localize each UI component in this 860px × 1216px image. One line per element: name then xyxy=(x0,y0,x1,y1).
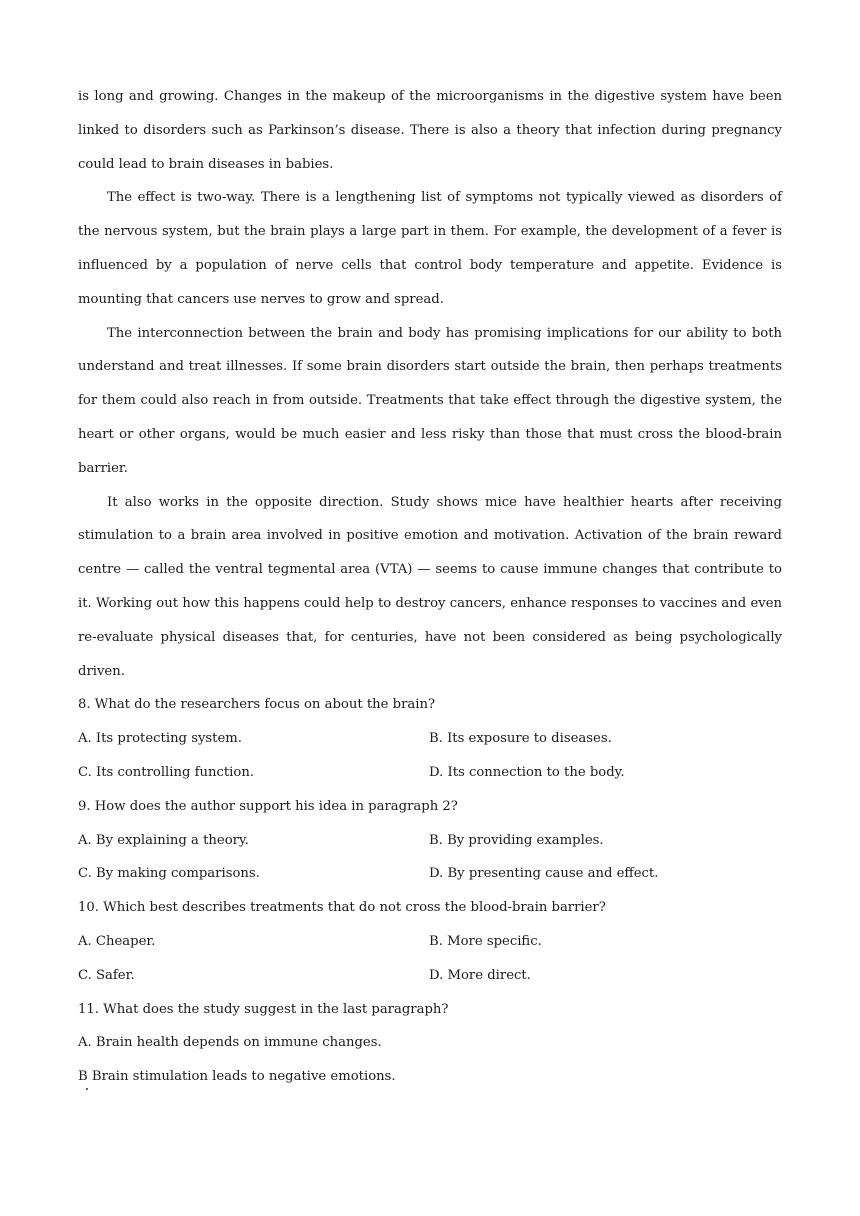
question-8-options-row-1 xyxy=(78,722,782,756)
question-9-stem: 9. How does the author support his idea in paragraph 2? xyxy=(78,798,458,814)
question-10-option-c: C. Safer. xyxy=(78,967,135,983)
passage-paragraph-3: The interconnection between the brain and body has promising implications for our ability to both understand and treat illnesses. If some brain disorders start outside the brain, then perhaps treatments for them could also reach in from outside. Treatments that take effect through the digestive system, the heart or other organs, would be much easier and less risky than those that must cross the blood-brain barrier. xyxy=(78,325,782,476)
question-8-options-row-2 xyxy=(78,756,782,790)
passage-paragraph-1: is long and growing. Changes in the makeup of the microorganisms in the digestive system have been linked to disorders such as Parkinson’s disease. There is also a theory that infection during pregnancy could lead to brain diseases in babies. xyxy=(78,89,782,172)
question-10 xyxy=(78,891,782,992)
question-10-options-row-1 xyxy=(78,925,782,959)
question-9-option-a: A. By explaining a theory. xyxy=(78,832,249,848)
question-9-option-c: C. By making comparisons. xyxy=(78,866,260,882)
question-11-option-a: A. Brain health depends on immune changes. xyxy=(78,1035,382,1051)
question-9-options-row-2 xyxy=(78,857,782,891)
question-10-option-b: B. More specific. xyxy=(429,933,542,949)
passage-paragraph-2: The effect is two-way. There is a lengthening list of symptoms not typically viewed as disorders of the nervous system, but the brain plays a large part in them. For example, the development of a fever is influenced by a population of nerve cells that control body temperature and appetite. Evidence is mounting that cancers use nerves to grow and spread. xyxy=(78,190,782,307)
question-10-option-a: A. Cheaper. xyxy=(78,933,156,949)
question-10-option-d: D. More direct. xyxy=(429,967,531,983)
question-11-stem: 11. What does the study suggest in the last paragraph? xyxy=(78,1001,449,1017)
question-8-option-b: B. Its exposure to diseases. xyxy=(429,731,612,747)
stray-dot-mark xyxy=(86,1088,88,1090)
question-8-option-c: C. Its controlling function. xyxy=(78,764,255,780)
question-9-option-b: B. By providing examples. xyxy=(429,832,604,848)
question-8 xyxy=(78,688,782,789)
question-11 xyxy=(78,993,782,1094)
question-8-option-d: D. Its connection to the body. xyxy=(429,764,625,780)
question-9-option-d: D. By presenting cause and effect. xyxy=(429,866,659,882)
question-11-option-b: B Brain stimulation leads to negative emotions. xyxy=(78,1069,396,1085)
question-9 xyxy=(78,790,782,891)
question-8-option-a: A. Its protecting system. xyxy=(78,731,242,747)
document-page xyxy=(78,80,782,1094)
question-9-options-row-1 xyxy=(78,824,782,858)
question-10-stem: 10. Which best describes treatments that do not cross the blood-brain barrier? xyxy=(78,900,606,916)
question-8-stem: 8. What do the researchers focus on about the brain? xyxy=(78,697,436,713)
passage-paragraph-4: It also works in the opposite direction. Study shows mice have healthier hearts after receiving stimulation to a brain area involved in positive emotion and motivation. Activation of the brain reward centre — called the ventral tegmental area (VTA) — seems to cause immune changes that contribute to it. Working out how this happens could help to destroy cancers, enhance responses to vaccines and even re-evaluate physical diseases that, for centuries, have not been considered as being psychologically driven. xyxy=(78,494,782,679)
question-10-options-row-2 xyxy=(78,959,782,993)
